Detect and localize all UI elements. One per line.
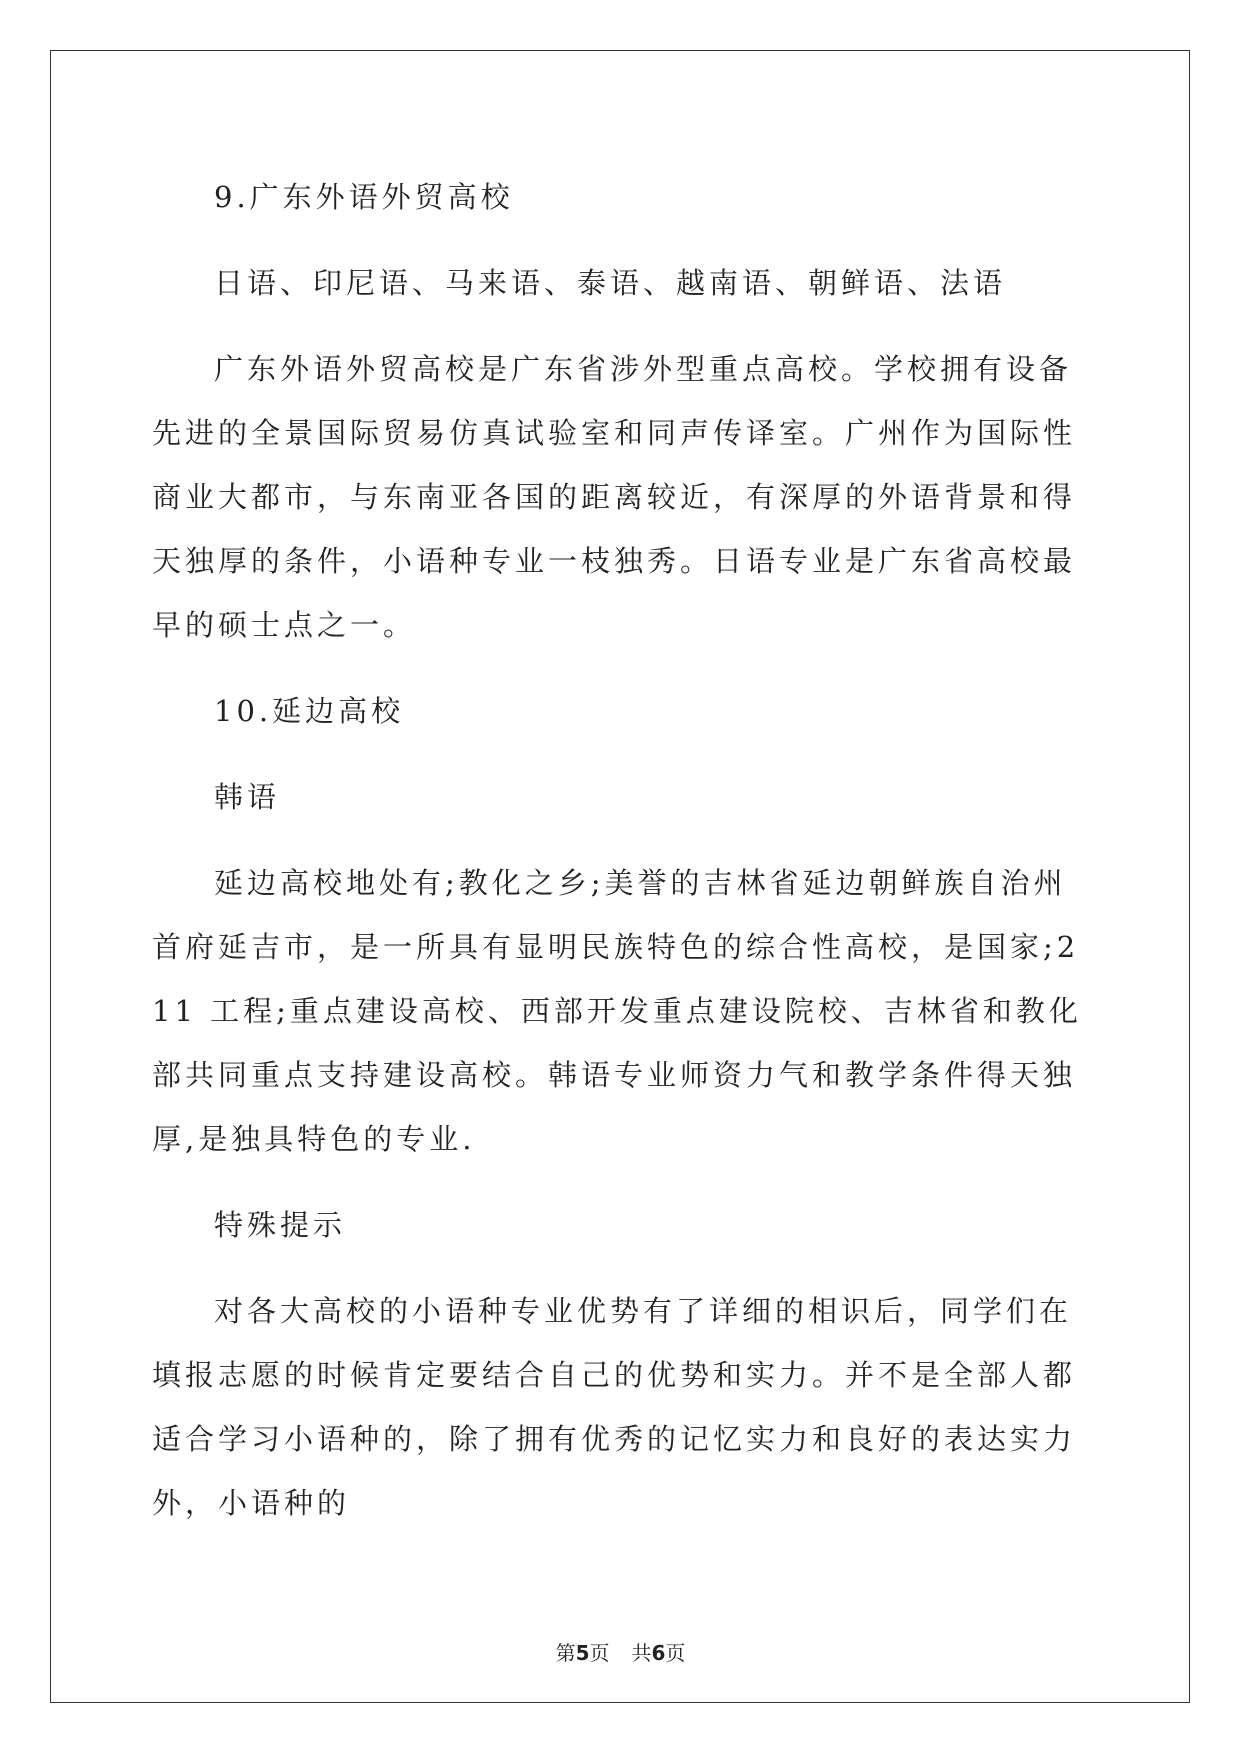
language-list-9: 日语、印尼语、马来语、泰语、越南语、朝鲜语、法语	[214, 266, 1007, 300]
total-prefix: 共	[631, 1641, 652, 1665]
body-paragraph-yanbian: 延边高校地处有;教化之乡;美誉的吉林省延边朝鲜族自治州首府延吉市，是一所具有显明民族特色的综合性高校，是国家;211 工程;重点建设高校、西部开发重点建设院校、吉林省和教化部共同重点支持建设高校。韩语专业师资力气和教学条件得天独厚,是独具特色的专业.	[152, 866, 1082, 1156]
language-list-10: 韩语	[214, 780, 281, 814]
document-body	[152, 165, 1092, 1557]
page-current: 5	[575, 1641, 590, 1665]
body-paragraph-tips: 对各大高校的小语种专业优势有了详细的相识后，同学们在填报志愿的时候肯定要结合自己的优势和实力。并不是全部人都适合学习小语种的，除了拥有优秀的记忆实力和良好的表达实力外，小语种的	[152, 1294, 1077, 1520]
page-suffix: 页	[589, 1641, 610, 1665]
page-prefix: 第	[555, 1641, 576, 1665]
section-heading-10: 10.延边高校	[214, 694, 405, 728]
page-footer	[0, 1637, 1241, 1666]
section-heading-tips: 特殊提示	[214, 1208, 347, 1242]
total-suffix: 页	[665, 1641, 686, 1665]
page-total: 6	[651, 1641, 666, 1665]
body-paragraph-guangdong: 广东外语外贸高校是广东省涉外型重点高校。学校拥有设备先进的全景国际贸易仿真试验室和同声传译室。广州作为国际性商业大都市，与东南亚各国的距离较近，有深厚的外语背景和得天独厚的条件，小语种专业一枝独秀。日语专业是广东省高校最早的硕士点之一。	[152, 352, 1077, 642]
section-heading-9: 9.广东外语外贸高校	[214, 180, 514, 214]
